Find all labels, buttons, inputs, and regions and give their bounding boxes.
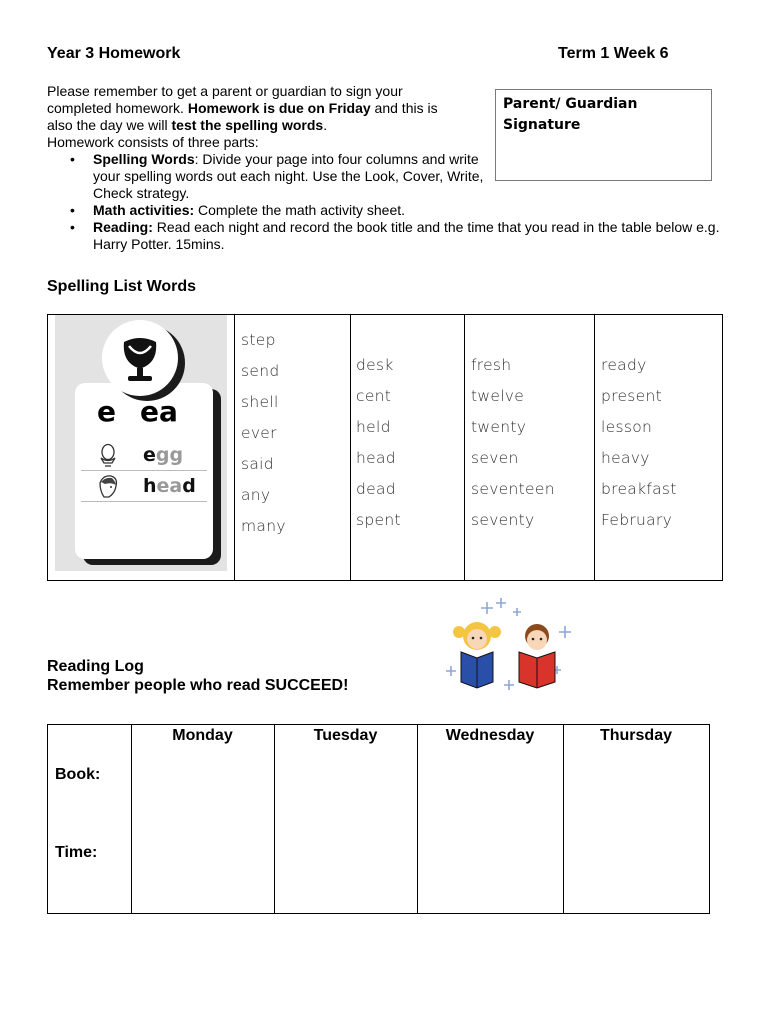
spelling-column-1 xyxy=(241,330,286,547)
column-divider xyxy=(464,315,465,580)
intro-line: Homework consists of three parts: xyxy=(47,134,259,150)
signature-label: Signature xyxy=(503,117,581,133)
spelling-column-2 xyxy=(356,355,401,541)
spelling-word: twelve xyxy=(471,387,525,405)
spelling-word: step xyxy=(241,331,276,349)
spelling-word: send xyxy=(241,362,280,380)
children-reading-icon xyxy=(445,596,580,701)
reading-log-tagline: Remember people who read SUCCEED! xyxy=(47,677,349,694)
spelling-word: ever xyxy=(241,424,277,442)
day-header-wednesday: Wednesday xyxy=(445,727,535,744)
spelling-word: seventeen xyxy=(471,480,555,498)
sound-e-label: e xyxy=(97,395,116,428)
column-divider xyxy=(594,315,595,580)
intro-line: also the day we will test the spelling words. xyxy=(47,117,328,133)
tuesday-time-cell[interactable] xyxy=(275,829,417,913)
spelling-word: fresh xyxy=(471,356,512,374)
spelling-table xyxy=(47,314,723,581)
spelling-word: twenty xyxy=(471,418,527,436)
day-header-thursday: Thursday xyxy=(599,727,672,744)
spelling-column-3 xyxy=(471,355,555,541)
intro-text xyxy=(47,83,487,151)
wednesday-book-cell[interactable] xyxy=(418,751,563,829)
spelling-word: head xyxy=(356,449,396,467)
spelling-word: breakfast xyxy=(601,480,677,498)
intro-line: completed homework. Homework is due on Friday and this is xyxy=(47,100,438,116)
reading-log-heading: Reading Log xyxy=(47,658,144,675)
spelling-word: cent xyxy=(356,387,392,405)
tuesday-book-cell[interactable] xyxy=(275,751,417,829)
day-header-monday: Monday xyxy=(172,727,233,744)
column-divider xyxy=(350,315,351,580)
page-title: Year 3 Homework xyxy=(47,45,181,62)
spelling-word: seven xyxy=(471,449,519,467)
monday-book-cell[interactable] xyxy=(132,751,274,829)
spelling-word: ready xyxy=(601,356,647,374)
spelling-word: many xyxy=(241,517,286,535)
egg-cup-icon xyxy=(102,320,178,396)
egg-icon xyxy=(97,443,119,474)
example-head: head xyxy=(143,475,196,497)
spelling-word: February xyxy=(601,511,673,529)
spelling-heading: Spelling List Words xyxy=(47,278,197,295)
column-divider xyxy=(234,315,235,580)
parent-signature-box[interactable] xyxy=(495,89,712,181)
head-icon xyxy=(95,473,121,506)
spelling-word: dead xyxy=(356,480,396,498)
spelling-word: shell xyxy=(241,393,279,411)
spelling-word: held xyxy=(356,418,391,436)
phonics-card xyxy=(55,315,227,571)
spelling-word: present xyxy=(601,387,663,405)
spelling-word: seventy xyxy=(471,511,535,529)
sound-ea-label: ea xyxy=(140,395,178,428)
list-item: • Reading: Read each night and record the book title and the time that you read in the table below e.g. Harry Potter. 15mins. xyxy=(70,219,720,252)
spelling-word: any xyxy=(241,486,271,504)
intro-line: Please remember to get a parent or guardian to sign your xyxy=(47,83,403,99)
row-label-book: Book: xyxy=(55,766,101,783)
spelling-word: lesson xyxy=(601,418,653,436)
spelling-word: desk xyxy=(356,356,394,374)
thursday-time-cell[interactable] xyxy=(564,829,709,913)
signature-label: Parent/ Guardian xyxy=(503,96,638,112)
example-egg: egg xyxy=(143,444,184,466)
thursday-book-cell[interactable] xyxy=(564,751,709,829)
reading-log-table xyxy=(47,724,710,914)
row-label-time: Time: xyxy=(55,844,98,861)
wednesday-time-cell[interactable] xyxy=(418,829,563,913)
day-header-tuesday: Tuesday xyxy=(313,727,378,744)
spelling-word: spent xyxy=(356,511,401,529)
monday-time-cell[interactable] xyxy=(132,829,274,913)
list-item: • Spelling Words: Divide your page into four columns and write your spelling words out each night. Use the Look, Cover, Write, Check strategy. xyxy=(70,151,484,201)
spelling-column-4 xyxy=(601,355,677,541)
term-week-label: Term 1 Week 6 xyxy=(558,45,669,62)
spelling-word: heavy xyxy=(601,449,650,467)
spelling-word: said xyxy=(241,455,274,473)
list-item: • Math activities: Complete the math activity sheet. xyxy=(70,202,406,218)
